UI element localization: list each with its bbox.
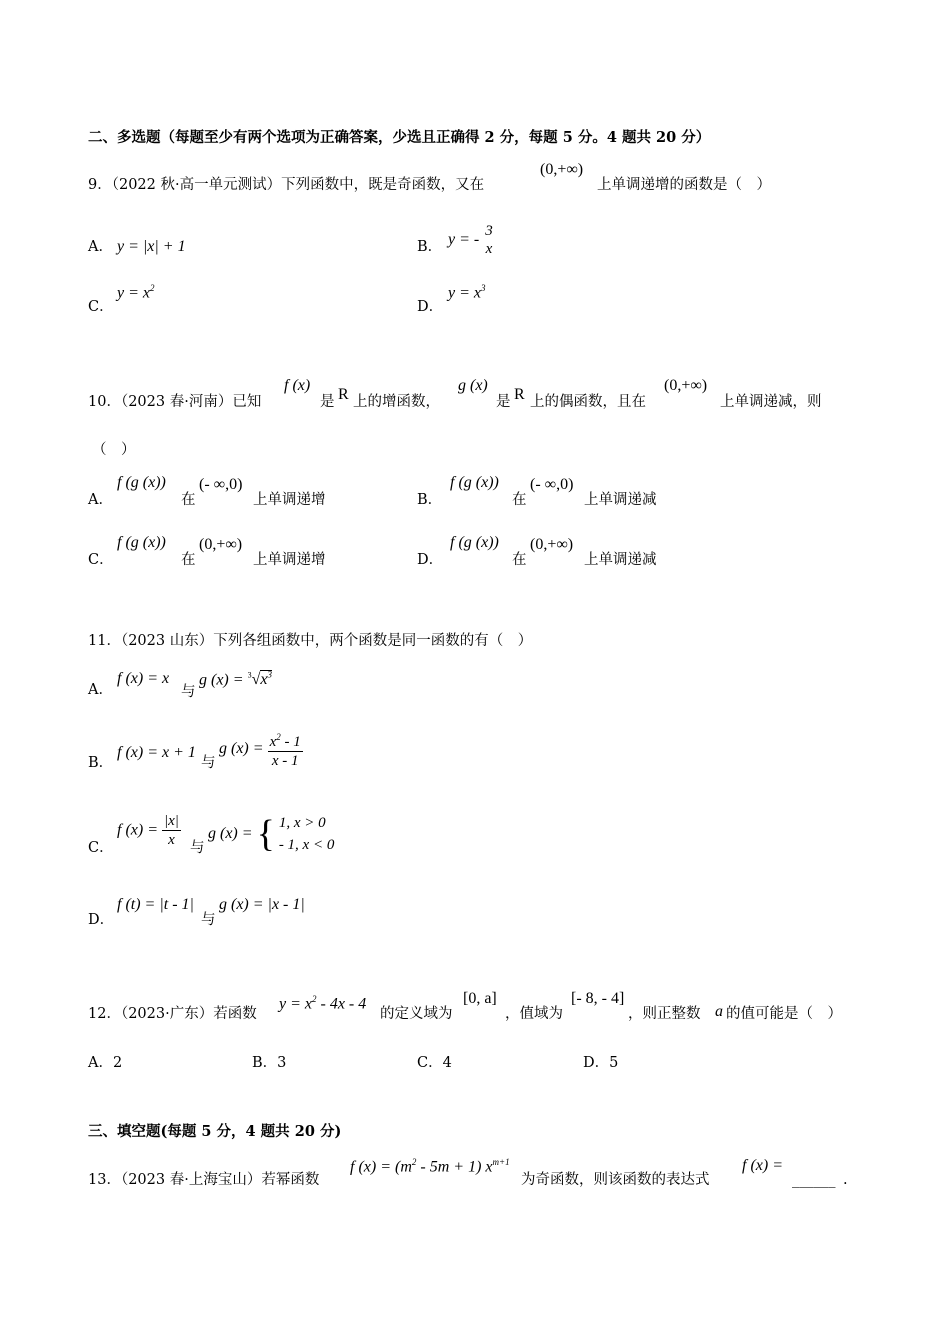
- option-a: A．2: [88, 1055, 123, 1071]
- function-f: f (x): [284, 377, 311, 394]
- question-12-stem: [88, 1004, 257, 1024]
- question-source: （2023 山东）下列各组函数中，两个函数是同一函数的有（ ）: [120, 633, 533, 649]
- range-interval: [- 8, - 4]: [571, 990, 625, 1007]
- option-b: B．3: [252, 1055, 287, 1071]
- interval-open-positive: (0,+∞): [664, 377, 708, 394]
- option-label: A．: [88, 492, 113, 508]
- real-numbers-symbol: R: [514, 386, 525, 403]
- option-right-function: g $(x) = ^3√x^3$: [199, 670, 272, 689]
- option-label: B．: [417, 492, 443, 508]
- option-left-function: f (x) = $\frac{|x|}{x}$: [117, 813, 179, 848]
- answer-blank[interactable]: ______: [792, 1172, 836, 1188]
- composite-function: f (g (x)): [450, 534, 499, 551]
- option-label: C．: [88, 552, 114, 568]
- question-source: （2023 春·上海宝山）若幂函数: [120, 1172, 320, 1188]
- question-10-stem: [88, 392, 261, 412]
- power-function: f $(x) = (m^2 - 5m + 1)$ $x^{m+1}$: [350, 1157, 510, 1176]
- section-3-heading: 三、填空题(每题 5 分，4 题共 20 分): [88, 1123, 342, 1140]
- option-label: D．: [88, 912, 115, 928]
- option-label: B．: [88, 755, 114, 771]
- interval-open-positive: (0,+∞): [540, 161, 584, 178]
- option-label: D．: [417, 552, 444, 568]
- composite-function: f (g (x)): [117, 474, 166, 491]
- option-label: C．: [88, 840, 114, 856]
- function-f: f (x) =: [742, 1157, 783, 1174]
- composite-function: f (g (x)): [117, 534, 166, 551]
- question-source: （2023 春·河南）已知: [120, 394, 262, 410]
- question-9-stem-end: 上单调递增的函数是（ ）: [597, 177, 771, 193]
- option-d: D．5: [583, 1055, 619, 1071]
- real-numbers-symbol: R: [338, 386, 349, 403]
- question-11-stem: [88, 631, 532, 651]
- interval-open-positive: (0,+∞): [199, 536, 243, 553]
- option-left-function: f (x) = x: [117, 670, 170, 687]
- option-expression: $y = x^2$: [117, 283, 155, 302]
- option-label: C．: [88, 299, 114, 315]
- option-label: A．: [88, 239, 113, 255]
- question-number: 9．: [88, 177, 112, 193]
- question-number: 12．: [88, 1006, 121, 1022]
- question-number: 11．: [88, 633, 121, 649]
- option-right-function: g (x) = |x - 1|: [219, 896, 305, 913]
- option-right-function: g (x) = { 1, x > 0 - 1, x < 0: [208, 813, 335, 855]
- question-number: 10．: [88, 394, 121, 410]
- composite-function: f (g (x)): [450, 474, 499, 491]
- option-label: D．: [417, 299, 444, 315]
- option-expression: y = - 3 x: [448, 223, 493, 257]
- domain-interval: [0, a]: [463, 990, 497, 1007]
- question-source: （2023·广东）若函数: [120, 1006, 257, 1022]
- question-source: （2022 秋·高一单元测试）下列函数中，既是奇函数，又在: [111, 177, 485, 193]
- option-right-function: g (x) = $\frac{x^2 - 1}{x - 1}$: [219, 728, 303, 770]
- option-expression: y = |x| + 1: [117, 238, 186, 255]
- option-left-function: f (x) = x + 1: [117, 744, 196, 761]
- quadratic-function: $y = x^2 - 4x - 4$: [279, 994, 367, 1013]
- interval-negative: (- ∞,0): [199, 476, 243, 493]
- option-label: A．: [88, 682, 113, 698]
- option-expression: $y = x^3$: [448, 283, 486, 302]
- option-left-function: f (t) = |t - 1|: [117, 896, 194, 913]
- question-9-stem: [88, 175, 484, 195]
- piecewise-case: 1, x > 0: [278, 815, 326, 831]
- piecewise-case: - 1, x < 0: [278, 837, 335, 853]
- section-2-heading: 二、多选题（每题至少有两个选项为正确答案，少选且正确得 2 分，每题 5 分。4 题共 20 分）: [88, 129, 711, 146]
- option-c: C．4: [417, 1055, 452, 1071]
- interval-open-positive: (0,+∞): [530, 536, 574, 553]
- option-label: B．: [417, 239, 443, 255]
- function-g: g (x): [458, 377, 488, 394]
- question-13-stem: [88, 1170, 319, 1190]
- question-number: 13．: [88, 1172, 121, 1188]
- interval-negative: (- ∞,0): [530, 476, 574, 493]
